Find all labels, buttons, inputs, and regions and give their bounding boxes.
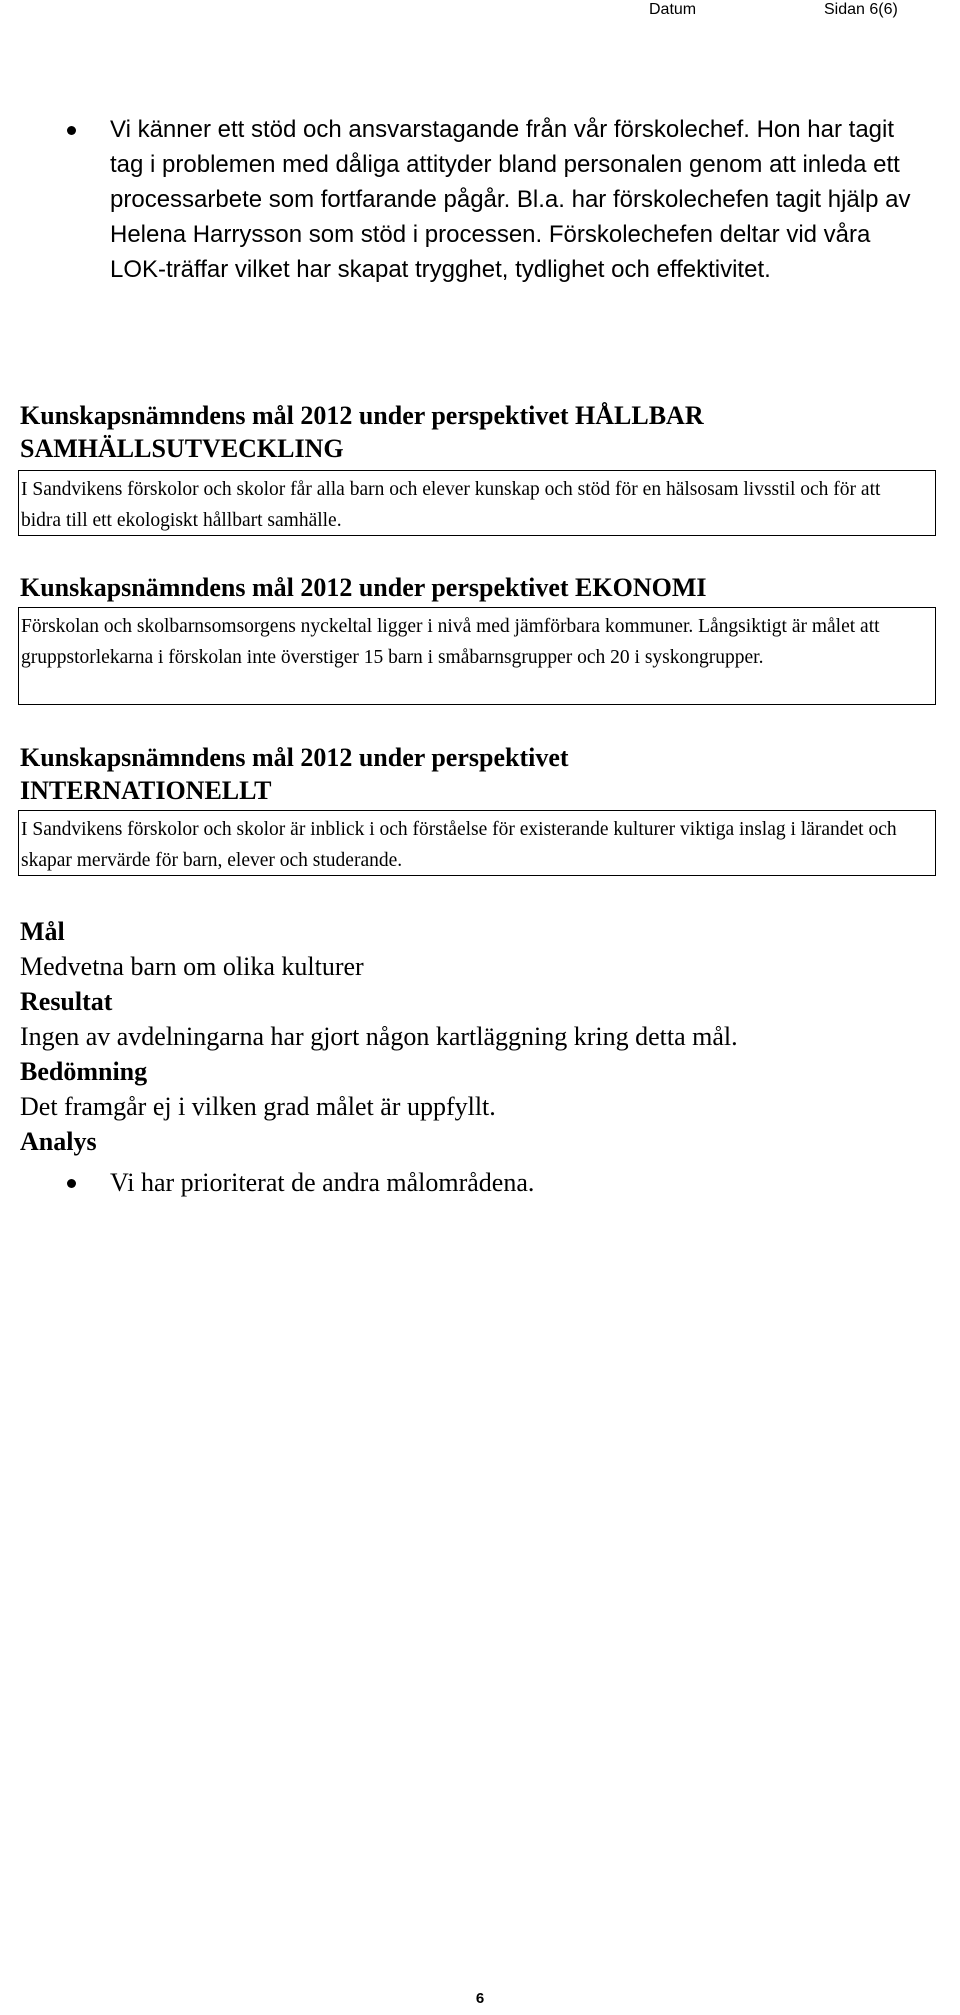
analysis-bullet-item — [110, 1165, 930, 1200]
bullet-icon — [67, 126, 76, 135]
intro-text-sans-2: Förskolechefen deltar vid våra LOK-träffar vilket har skapat trygghet, tydlighet och effektivitet. — [110, 221, 871, 283]
analysis-label: Analys — [20, 1127, 97, 1156]
header-date-label: Datum — [649, 1, 697, 18]
header-page-label: Sidan 6(6) — [824, 1, 898, 18]
intro-text-sans: Vi känner ett stöd och ansvarstagande från vår förskolechef. Hon har tagit tag i problemen med dåliga attityder bland personalen genom att inleda ett processarbete som fortfarande pågår. Bl.a. har förskolechefen tagit hjälp av Helena Harrysson som stöd i processen. — [110, 116, 911, 248]
analysis-bullet-text: Vi har prioriterat de andra målområdena. — [110, 1168, 535, 1197]
intro-bullet-text — [110, 112, 930, 287]
goal-text: Medvetna barn om olika kulturer — [20, 952, 364, 981]
goal-label: Mål — [20, 917, 65, 946]
result-label: Resultat — [20, 987, 113, 1016]
goal-box-economy: Förskolan och skolbarnsomsorgens nyckeltal ligger i nivå med jämförbara kommuner. Långsiktigt är målet att gruppstorlekarna i förskolan inte överstiger 15 barn i småbarnsgrupper och 20 i syskongrupper. — [18, 607, 936, 705]
goal-heading-sustainability: Kunskapsnämndens mål 2012 under perspektivet HÅLLBAR SAMHÄLLSUTVECKLING — [20, 401, 704, 463]
result-text: Ingen av avdelningarna har gjort någon kartläggning kring detta mål. — [20, 1022, 738, 1051]
bullet-icon — [67, 1179, 76, 1188]
goal-heading-economy: Kunskapsnämndens mål 2012 under perspektivet EKONOMI — [20, 573, 707, 602]
intro-bullet-item — [110, 112, 930, 287]
goal-heading-international: Kunskapsnämndens mål 2012 under perspektivet INTERNATIONELLT — [20, 743, 569, 805]
assessment-text: Det framgår ej i vilken grad målet är uppfyllt. — [20, 1092, 496, 1121]
page-number: 6 — [475, 1990, 485, 2007]
goal-box-sustainability: I Sandvikens förskolor och skolor får alla barn och elever kunskap och stöd för en hälsosam livsstil och för att bidra till ett ekologiskt hållbart samhälle. — [18, 470, 936, 536]
goal-box-international: I Sandvikens förskolor och skolor är inblick i och förståelse för existerande kulturer viktiga inslag i lärandet och skapar mervärde för barn, elever och studerande. — [18, 810, 936, 876]
assessment-label: Bedömning — [20, 1057, 148, 1086]
page-header — [0, 0, 960, 24]
evaluation-section — [20, 914, 920, 1159]
